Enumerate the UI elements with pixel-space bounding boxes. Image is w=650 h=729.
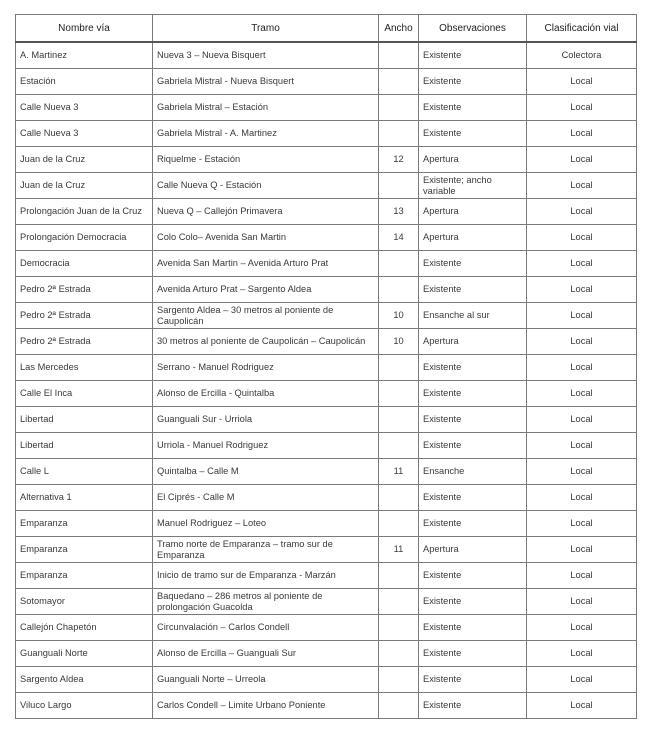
- table-row: [16, 407, 637, 433]
- cell-ancho: 11: [379, 459, 419, 485]
- cell-observaciones: Existente: [419, 121, 527, 147]
- cell-observaciones: Existente: [419, 485, 527, 511]
- cell-observaciones: Existente: [419, 381, 527, 407]
- cell-ancho: [379, 693, 419, 719]
- cell-clasificacion: Local: [527, 199, 637, 225]
- cell-ancho: [379, 69, 419, 95]
- table-row: [16, 459, 637, 485]
- cell-clasificacion: Local: [527, 121, 637, 147]
- table-row: [16, 693, 637, 719]
- cell-ancho: [379, 173, 419, 199]
- cell-tramo: 30 metros al poniente de Caupolicán – Caupolicán: [153, 329, 379, 355]
- cell-ancho: [379, 407, 419, 433]
- cell-nombre: Emparanza: [16, 511, 153, 537]
- cell-observaciones: Existente: [419, 277, 527, 303]
- table-row: [16, 511, 637, 537]
- cell-ancho: [379, 355, 419, 381]
- cell-nombre: Prolongación Democracia: [16, 225, 153, 251]
- cell-clasificacion: Local: [527, 485, 637, 511]
- cell-nombre: Estación: [16, 69, 153, 95]
- table-row: [16, 95, 637, 121]
- cell-observaciones: Apertura: [419, 147, 527, 173]
- cell-clasificacion: Local: [527, 563, 637, 589]
- cell-observaciones: Existente: [419, 641, 527, 667]
- cell-nombre: Pedro 2ª Estrada: [16, 277, 153, 303]
- cell-observaciones: Ensanche: [419, 459, 527, 485]
- cell-observaciones: Apertura: [419, 537, 527, 563]
- header-ancho: Ancho: [379, 15, 419, 43]
- cell-observaciones: Existente: [419, 42, 527, 69]
- table-row: [16, 355, 637, 381]
- table-row: [16, 303, 637, 329]
- cell-clasificacion: Local: [527, 277, 637, 303]
- cell-nombre: A. Martinez: [16, 42, 153, 69]
- table-header-row: [16, 15, 637, 43]
- table-row: [16, 485, 637, 511]
- cell-clasificacion: Local: [527, 355, 637, 381]
- cell-tramo: Gabriela Mistral – Estación: [153, 95, 379, 121]
- cell-clasificacion: Local: [527, 667, 637, 693]
- cell-clasificacion: Local: [527, 511, 637, 537]
- cell-observaciones: Apertura: [419, 329, 527, 355]
- cell-ancho: [379, 433, 419, 459]
- cell-nombre: Prolongación Juan de la Cruz: [16, 199, 153, 225]
- cell-ancho: [379, 615, 419, 641]
- cell-clasificacion: Local: [527, 693, 637, 719]
- cell-observaciones: Ensanche al sur: [419, 303, 527, 329]
- cell-tramo: Sargento Aldea – 30 metros al poniente de Caupolicán: [153, 303, 379, 329]
- cell-nombre: Libertad: [16, 433, 153, 459]
- table-row: [16, 563, 637, 589]
- table-row: [16, 537, 637, 563]
- cell-nombre: Sotomayor: [16, 589, 153, 615]
- table-row: [16, 42, 637, 69]
- table-row: [16, 225, 637, 251]
- cell-ancho: 12: [379, 147, 419, 173]
- cell-nombre: Guanguali Norte: [16, 641, 153, 667]
- table-row: [16, 615, 637, 641]
- cell-tramo: Alonso de Ercilla - Quintalba: [153, 381, 379, 407]
- table-row: [16, 251, 637, 277]
- table-row: [16, 329, 637, 355]
- cell-ancho: [379, 667, 419, 693]
- cell-ancho: 10: [379, 329, 419, 355]
- cell-clasificacion: Local: [527, 433, 637, 459]
- cell-nombre: Emparanza: [16, 537, 153, 563]
- cell-clasificacion: Local: [527, 147, 637, 173]
- header-clasificacion: Clasificación vial: [527, 15, 637, 43]
- cell-nombre: Las Mercedes: [16, 355, 153, 381]
- cell-ancho: [379, 563, 419, 589]
- cell-observaciones: Existente; ancho variable: [419, 173, 527, 199]
- cell-tramo: Guanguali Sur - Urriola: [153, 407, 379, 433]
- table-row: [16, 667, 637, 693]
- cell-nombre: Democracia: [16, 251, 153, 277]
- cell-observaciones: Existente: [419, 511, 527, 537]
- cell-tramo: Circunvalación – Carlos Condell: [153, 615, 379, 641]
- cell-tramo: Baquedano – 286 metros al poniente de prolongación Guacolda: [153, 589, 379, 615]
- cell-clasificacion: Local: [527, 329, 637, 355]
- cell-tramo: Nueva 3 – Nueva Bisquert: [153, 42, 379, 69]
- cell-clasificacion: Local: [527, 381, 637, 407]
- cell-nombre: Pedro 2ª Estrada: [16, 303, 153, 329]
- cell-tramo: Tramo norte de Emparanza – tramo sur de Emparanza: [153, 537, 379, 563]
- cell-clasificacion: Local: [527, 537, 637, 563]
- cell-observaciones: Existente: [419, 69, 527, 95]
- cell-clasificacion: Local: [527, 303, 637, 329]
- cell-observaciones: Existente: [419, 95, 527, 121]
- table-row: [16, 433, 637, 459]
- cell-tramo: Avenida San Martin – Avenida Arturo Prat: [153, 251, 379, 277]
- cell-ancho: [379, 42, 419, 69]
- cell-ancho: [379, 251, 419, 277]
- table-row: [16, 589, 637, 615]
- cell-ancho: [379, 121, 419, 147]
- cell-clasificacion: Local: [527, 615, 637, 641]
- cell-nombre: Emparanza: [16, 563, 153, 589]
- cell-clasificacion: Local: [527, 407, 637, 433]
- cell-ancho: [379, 511, 419, 537]
- cell-ancho: [379, 381, 419, 407]
- cell-clasificacion: Colectora: [527, 42, 637, 69]
- cell-nombre: Calle Nueva 3: [16, 121, 153, 147]
- cell-nombre: Alternativa 1: [16, 485, 153, 511]
- cell-ancho: 13: [379, 199, 419, 225]
- cell-tramo: Urriola - Manuel Rodriguez: [153, 433, 379, 459]
- cell-observaciones: Existente: [419, 407, 527, 433]
- cell-clasificacion: Local: [527, 69, 637, 95]
- road-classification-table: [15, 14, 637, 719]
- cell-nombre: Sargento Aldea: [16, 667, 153, 693]
- cell-clasificacion: Local: [527, 95, 637, 121]
- cell-ancho: [379, 95, 419, 121]
- cell-nombre: Calle Nueva 3: [16, 95, 153, 121]
- cell-nombre: Juan de la Cruz: [16, 173, 153, 199]
- cell-observaciones: Existente: [419, 693, 527, 719]
- cell-clasificacion: Local: [527, 459, 637, 485]
- cell-tramo: Riquelme - Estación: [153, 147, 379, 173]
- table-row: [16, 641, 637, 667]
- cell-ancho: [379, 277, 419, 303]
- cell-observaciones: Existente: [419, 433, 527, 459]
- table-row: [16, 147, 637, 173]
- cell-observaciones: Existente: [419, 355, 527, 381]
- header-observaciones: Observaciones: [419, 15, 527, 43]
- cell-tramo: Alonso de Ercilla – Guanguali Sur: [153, 641, 379, 667]
- cell-observaciones: Apertura: [419, 199, 527, 225]
- cell-tramo: Carlos Condell – Limite Urbano Poniente: [153, 693, 379, 719]
- header-tramo: Tramo: [153, 15, 379, 43]
- table-row: [16, 381, 637, 407]
- cell-tramo: Quintalba – Calle M: [153, 459, 379, 485]
- cell-clasificacion: Local: [527, 225, 637, 251]
- cell-tramo: Manuel Rodriguez – Loteo: [153, 511, 379, 537]
- cell-clasificacion: Local: [527, 589, 637, 615]
- cell-tramo: Serrano - Manuel Rodriguez: [153, 355, 379, 381]
- cell-tramo: Colo Colo– Avenida San Martin: [153, 225, 379, 251]
- table-row: [16, 69, 637, 95]
- table-row: [16, 173, 637, 199]
- cell-tramo: Gabriela Mistral - Nueva Bisquert: [153, 69, 379, 95]
- cell-nombre: Calle L: [16, 459, 153, 485]
- cell-ancho: 14: [379, 225, 419, 251]
- cell-nombre: Pedro 2ª Estrada: [16, 329, 153, 355]
- cell-tramo: Avenida Arturo Prat – Sargento Aldea: [153, 277, 379, 303]
- cell-nombre: Callejón Chapetón: [16, 615, 153, 641]
- table-row: [16, 277, 637, 303]
- cell-nombre: Calle El Inca: [16, 381, 153, 407]
- cell-ancho: [379, 589, 419, 615]
- cell-clasificacion: Local: [527, 251, 637, 277]
- cell-tramo: Calle Nueva Q - Estación: [153, 173, 379, 199]
- cell-observaciones: Existente: [419, 251, 527, 277]
- cell-ancho: [379, 641, 419, 667]
- header-nombre: Nombre vía: [16, 15, 153, 43]
- cell-tramo: El Ciprés - Calle M: [153, 485, 379, 511]
- cell-observaciones: Existente: [419, 667, 527, 693]
- cell-tramo: Inicio de tramo sur de Emparanza - Marzán: [153, 563, 379, 589]
- table-row: [16, 121, 637, 147]
- cell-tramo: Guanguali Norte – Urreola: [153, 667, 379, 693]
- cell-observaciones: Existente: [419, 563, 527, 589]
- cell-observaciones: Apertura: [419, 225, 527, 251]
- cell-nombre: Viluco Largo: [16, 693, 153, 719]
- cell-nombre: Libertad: [16, 407, 153, 433]
- table-row: [16, 199, 637, 225]
- cell-observaciones: Existente: [419, 589, 527, 615]
- cell-clasificacion: Local: [527, 173, 637, 199]
- cell-ancho: [379, 485, 419, 511]
- cell-ancho: 11: [379, 537, 419, 563]
- cell-clasificacion: Local: [527, 641, 637, 667]
- cell-tramo: Nueva Q – Callejón Primavera: [153, 199, 379, 225]
- cell-tramo: Gabriela Mistral - A. Martinez: [153, 121, 379, 147]
- cell-nombre: Juan de la Cruz: [16, 147, 153, 173]
- cell-ancho: 10: [379, 303, 419, 329]
- cell-observaciones: Existente: [419, 615, 527, 641]
